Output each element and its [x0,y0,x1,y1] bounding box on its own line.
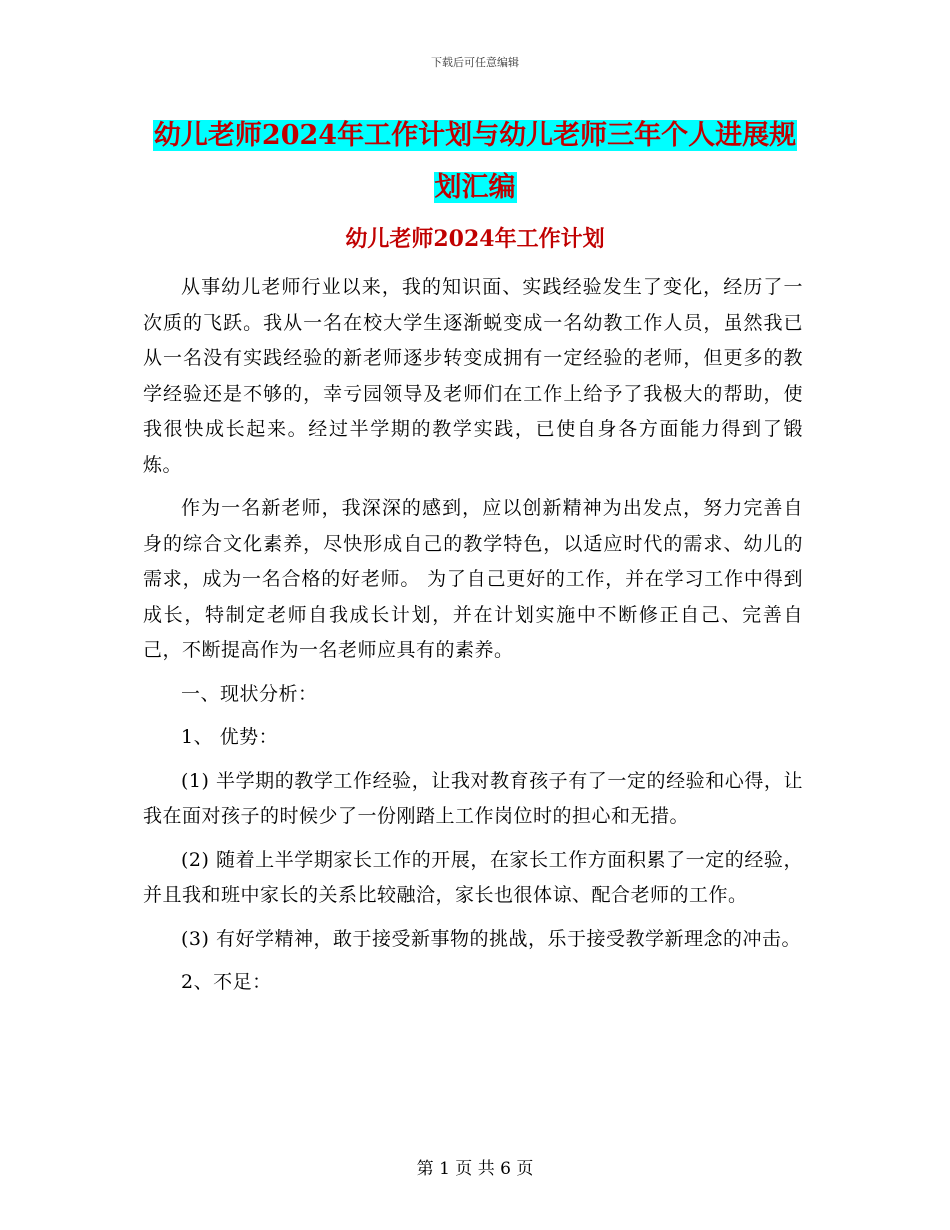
body-text [143,270,803,1009]
paragraph: (1) 半学期的教学工作经验，让我对教育孩子有了一定的经验和心得，让我在面对孩子的时候少了一份刚踏上工作岗位时的担心和无措。 [143,769,803,827]
document-title [140,110,810,214]
document-title-line-2: 划汇编 [434,172,516,203]
paragraph: 2、不足： [181,971,272,993]
section-title: 幼儿老师2024年工作计划 [345,226,605,252]
paragraph: (3) 有好学精神，敢于接受新事物的挑战，乐于接受教学新理念的冲击。 [181,927,801,950]
document-title-line-1: 幼儿老师2024年工作计划与幼儿老师三年个人进展规 [153,120,797,151]
paragraph: (2) 随着上半学期家长工作的开展，在家长工作方面积累了一定的经验，并且我和班中家长的关系比较融洽，家长也很体谅、配合老师的工作。 [143,848,803,906]
paragraph: 1、 优势： [181,726,279,748]
paragraph: 作为一名新老师，我深深的感到，应以创新精神为出发点，努力完善自身的综合文化素养，尽快形成自己的教学特色，以适应时代的需求、幼儿的需求，成为一名合格的好老师。 为了自己更好的工作，并在学习工作中得到成长，特制定老师自我成长计划，并在计划实施中不断修正自己、完善自己，不断提高作为一名老师应具有的素养。 [143,497,803,661]
header-note: 下载后可任意编辑 [431,56,519,69]
paragraph: 从事幼儿老师行业以来，我的知识面、实践经验发生了变化，经历了一次质的飞跃。我从一名在校大学生逐渐蜕变成一名幼教工作人员，虽然我已从一名没有实践经验的新老师逐步转变成拥有一定经验的老师，但更多的教学经验还是不够的，幸亏园领导及老师们在工作上给予了我极大的帮助，使我很快成长起来。经过半学期的教学实践，已使自身各方面能力得到了锻炼。 [143,276,803,476]
page-footer: 第 1 页 共 6 页 [416,1159,534,1179]
paragraph: 一、现状分析： [181,682,318,705]
